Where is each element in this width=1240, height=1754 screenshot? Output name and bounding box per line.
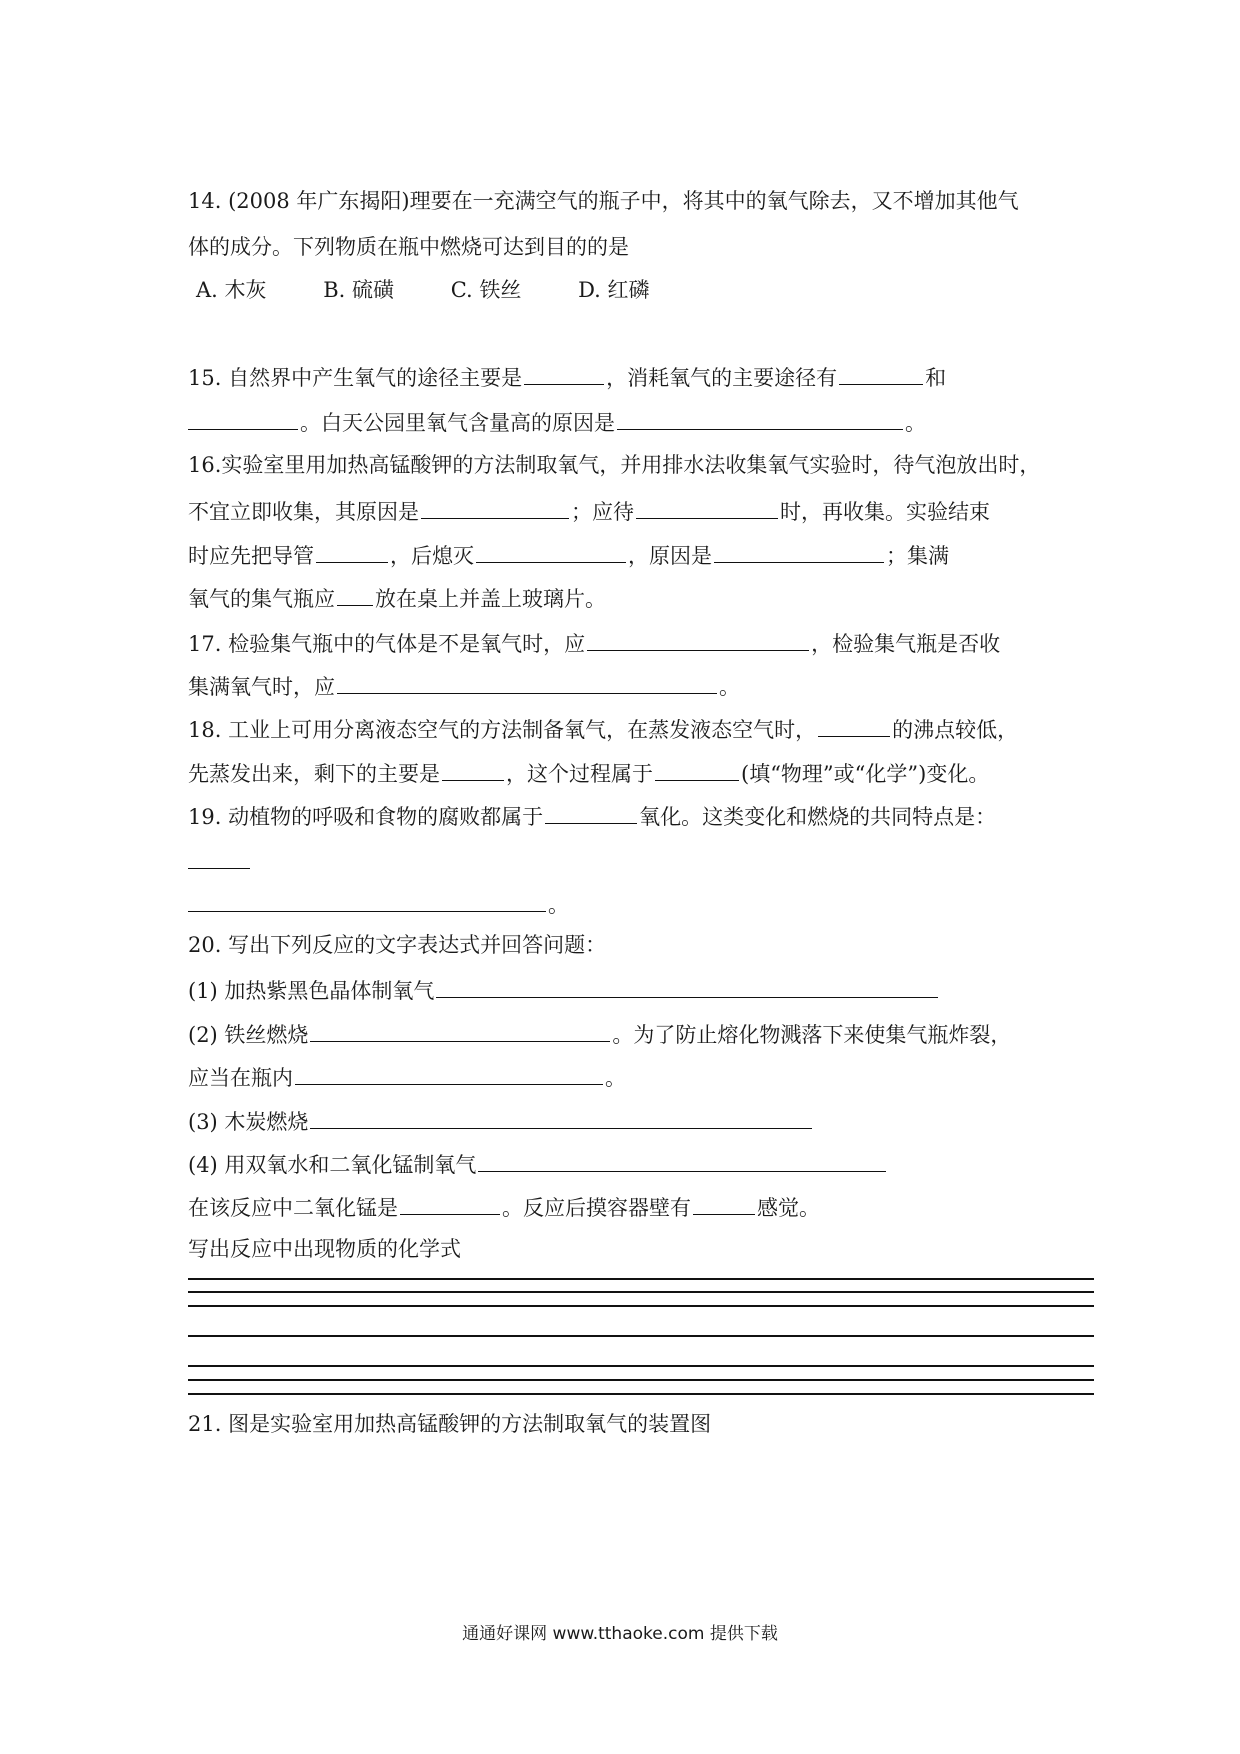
page-footer: 通通好课网 www.tthaoke.com 提供下载: [462, 1624, 778, 1644]
q18-text-2a: 先蒸发出来，剩下的主要是: [188, 762, 440, 786]
q20-title: 20. 写出下列反应的文字表达式并回答问题：: [188, 933, 607, 957]
q16-line2: [188, 496, 1068, 525]
q16-text-3a: 时应先把导管: [188, 544, 314, 568]
q16-blank-2[interactable]: [636, 496, 778, 519]
q19-blank-1[interactable]: [545, 801, 637, 824]
q19-text-end: 。: [548, 893, 569, 917]
q16-text-3b: ，后熄灭: [390, 544, 474, 568]
q19-line2: [188, 846, 1068, 875]
q16-text-2c: 时，再收集。实验结束: [780, 500, 990, 524]
q19-line3: [188, 889, 1068, 918]
q20-text-p4: (4) 用双氧水和二氧化锰制氧气: [188, 1153, 477, 1177]
q20-text-p1: (1) 加热紫黑色晶体制氧气: [188, 979, 435, 1003]
answer-line-1[interactable]: [188, 1278, 1094, 1280]
answer-line-3[interactable]: [188, 1305, 1094, 1307]
q15-blank-4[interactable]: [617, 407, 903, 430]
q20-blank-1[interactable]: [436, 975, 938, 998]
q20-blank-3[interactable]: [295, 1062, 603, 1085]
q20-text-p2c: 应当在瓶内: [188, 1066, 293, 1090]
q17-text-1b: ，检验集气瓶是否收: [811, 632, 1001, 656]
q19-text-1a: 19. 动植物的呼吸和食物的腐败都属于: [188, 805, 544, 829]
q15-text-e: 。: [905, 411, 926, 435]
q15-blank-2[interactable]: [839, 362, 923, 385]
q16-text-2a: 不宜立即收集，其原因是: [188, 500, 419, 524]
option-b: B. 硫磺: [323, 278, 395, 302]
q18-blank-3[interactable]: [655, 758, 739, 781]
q20-blank-7[interactable]: [693, 1192, 755, 1215]
q19-text-1b: 氧化。这类变化和燃烧的共同特点是：: [639, 805, 997, 829]
option-a: A. 木灰: [196, 278, 267, 302]
q20-part5: [188, 1192, 1068, 1221]
q20-part2: [188, 1019, 1068, 1048]
answer-line-7[interactable]: [188, 1393, 1094, 1395]
q16-line4: [188, 583, 1068, 612]
q20-text-p5a: 在该反应中二氧化锰是: [188, 1196, 398, 1220]
answer-line-4[interactable]: [188, 1335, 1094, 1337]
q15-blank-1[interactable]: [524, 362, 604, 385]
q14-line1: 14. (2008 年广东揭阳)理要在一充满空气的瓶子中，将其中的氧气除去，又不增加其他气: [188, 189, 1019, 213]
q15-line1: [188, 362, 1068, 391]
q17-line2: [188, 671, 1068, 700]
q16-blank-6[interactable]: [337, 583, 373, 606]
q19-blank-3[interactable]: [188, 889, 546, 912]
q16-line3: [188, 540, 1068, 569]
q19-line1: [188, 801, 1068, 830]
q20-text-p2d: 。: [605, 1066, 626, 1090]
q19-blank-2[interactable]: [188, 846, 250, 869]
q16-blank-3[interactable]: [316, 540, 388, 563]
q16-text-4a: 氧气的集气瓶应: [188, 587, 335, 611]
answer-line-6[interactable]: [188, 1379, 1094, 1381]
q16-text-3c: ，原因是: [628, 544, 712, 568]
q20-part4: [188, 1149, 1068, 1178]
q20-blank-2[interactable]: [310, 1019, 610, 1042]
q14-line2: 体的成分。下列物质在瓶中燃烧可达到目的的是: [188, 235, 629, 259]
q16-blank-5[interactable]: [714, 540, 884, 563]
option-c: C. 铁丝: [450, 278, 522, 302]
q20-blank-6[interactable]: [400, 1192, 500, 1215]
q18-text-1b: 的沸点较低，: [892, 718, 1019, 742]
q20-part1: [188, 975, 1068, 1004]
q20-blank-4[interactable]: [310, 1106, 812, 1129]
q18-line1: [188, 714, 1068, 743]
q18-text-1a: 18. 工业上可用分离液态空气的方法制备氧气，在蒸发液态空气时，: [188, 718, 817, 742]
q18-text-2c: (填“物理”或“化学”)变化。: [741, 762, 990, 786]
option-d: D. 红磷: [578, 278, 650, 302]
q20-part2-cont: [188, 1062, 1068, 1091]
q20-text-p3: (3) 木炭燃烧: [188, 1110, 309, 1134]
q20-text-p5b: 。反应后摸容器壁有: [502, 1196, 691, 1220]
q20-part3: [188, 1106, 1068, 1135]
q17-blank-1[interactable]: [587, 628, 809, 651]
q18-text-2b: ，这个过程属于: [506, 762, 653, 786]
q18-line2: [188, 758, 1068, 787]
q18-blank-1[interactable]: [818, 714, 890, 737]
q15-text-c: 和: [925, 366, 947, 390]
q17-line1: [188, 628, 1068, 657]
q16-blank-1[interactable]: [421, 496, 569, 519]
q14-options: [196, 277, 1076, 303]
q20-formula-prompt: 写出反应中出现物质的化学式: [188, 1237, 461, 1261]
q15-line2: [188, 407, 1068, 436]
q17-text-2b: 。: [719, 675, 740, 699]
answer-line-2[interactable]: [188, 1291, 1094, 1293]
q15-text-d: 。白天公园里氧气含量高的原因是: [300, 411, 615, 435]
q15-text-b: ，消耗氧气的主要途径有: [606, 366, 838, 390]
q16-text-4b: 放在桌上并盖上玻璃片。: [375, 587, 606, 611]
q15-blank-3[interactable]: [188, 407, 298, 430]
q20-text-p2b: 。为了防止熔化物溅落下来使集气瓶炸裂，: [612, 1023, 1012, 1047]
q18-blank-2[interactable]: [442, 758, 504, 781]
q16-blank-4[interactable]: [476, 540, 626, 563]
q20-text-p5c: 感觉。: [757, 1196, 820, 1220]
q16-line1: 16.实验室里用加热高锰酸钾的方法制取氧气，并用排水法收集氧气实验时，待气泡放出时，: [188, 453, 1041, 477]
q16-text-3d: ；集满: [886, 544, 949, 568]
q20-text-p2a: (2) 铁丝燃烧: [188, 1023, 309, 1047]
q20-blank-5[interactable]: [478, 1149, 886, 1172]
q17-text-1a: 17. 检验集气瓶中的气体是不是氧气时，应: [188, 632, 586, 656]
q15-text-a: 15. 自然界中产生氧气的途径主要是: [188, 366, 523, 390]
q17-blank-2[interactable]: [337, 671, 717, 694]
q17-text-2a: 集满氧气时，应: [188, 675, 335, 699]
q16-text-2b: ；应待: [571, 500, 634, 524]
q21-text: 21. 图是实验室用加热高锰酸钾的方法制取氧气的装置图: [188, 1412, 712, 1436]
answer-line-5[interactable]: [188, 1365, 1094, 1367]
